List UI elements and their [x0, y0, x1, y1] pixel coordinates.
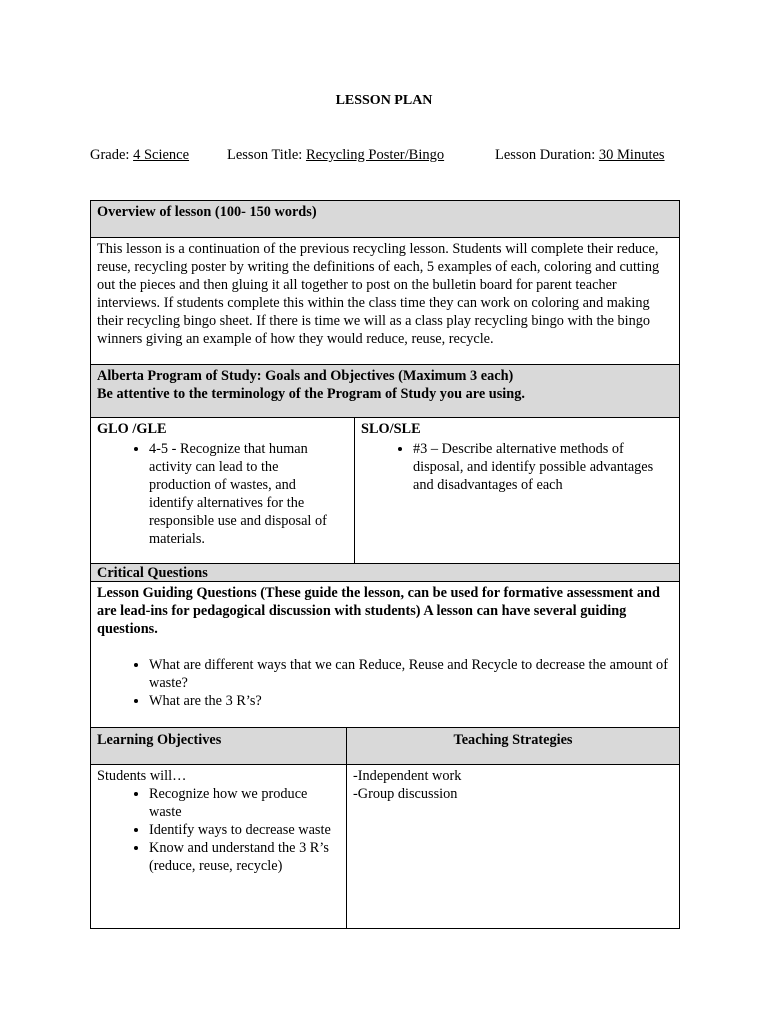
teaching-strategies-cell — [347, 765, 679, 928]
guiding-questions-cell — [91, 581, 679, 727]
learning-objectives-cell — [91, 765, 347, 928]
objectives-intro: Students will… — [97, 768, 187, 784]
learning-objectives-heading: Learning Objectives — [91, 728, 347, 764]
lesson-title-field — [227, 147, 444, 164]
grade-field — [90, 147, 189, 164]
lesson-title-value: Recycling Poster/Bingo — [305, 147, 445, 163]
list-item: • #3 – Describe alternative methods of disposal, and identify possible advantages and disadvantages of each — [413, 440, 673, 494]
lesson-plan-table — [90, 200, 680, 929]
list-item: • 4-5 - Recognize that human activity can lead to the production of wastes, and identify alternatives for the responsible use and disposal of materials. — [149, 440, 348, 548]
program-heading-line2: Be attentive to the terminology of the Program of Study you are using. — [97, 386, 525, 402]
program-heading-line1: Alberta Program of Study: Goals and Objectives (Maximum 3 each) — [97, 368, 514, 384]
list-item: • What are the 3 R’s? — [149, 692, 673, 710]
teaching-strategies-heading: Teaching Strategies — [347, 728, 679, 764]
learning-content-row — [91, 764, 679, 928]
grade-value: 4 Science — [133, 147, 190, 163]
list-item: • What are different ways that we can Reduce, Reuse and Recycle to decrease the amount of waste? — [149, 656, 673, 692]
overview-body: This lesson is a continuation of the previous recycling lesson. Students will complete their reduce, reuse, recycling poster by writing the definitions of each, 5 examples of each, coloring and cutting out the pieces and then gluing it all together to post on the bulletin board for parent teacher interviews. If students complete this within the class time they can work on coloring and making their recycling bingo sheet. If there is time we will as a class play recycling bingo with the bingo winners giving an example of how they would reduce, reuse, recycle. — [91, 237, 679, 364]
list-item: • Know and understand the 3 R’s (reduce, reuse, recycle) — [149, 839, 340, 875]
program-heading — [91, 364, 679, 417]
grade-label: Grade: — [90, 147, 134, 163]
objectives-list — [97, 785, 340, 875]
page-title: LESSON PLAN — [335, 93, 433, 108]
lesson-title-label: Lesson Title: — [227, 147, 306, 163]
duration-label: Lesson Duration: — [495, 147, 599, 163]
learning-heading-row — [91, 727, 679, 764]
guiding-questions-list — [97, 656, 673, 710]
overview-heading: Overview of lesson (100- 150 words) — [91, 201, 679, 237]
slo-list — [361, 440, 673, 494]
list-item: • Recognize how we produce waste — [149, 785, 340, 821]
slo-cell — [355, 418, 679, 563]
guiding-questions-heading: Lesson Guiding Questions (These guide the lesson, can be used for formative assessment and are lead-ins for pedagogical discussion with students) A lesson can have several guiding questions. — [97, 585, 660, 637]
duration-value: 30 Minutes — [598, 147, 665, 163]
critical-questions-heading: Critical Questions — [91, 563, 679, 581]
list-item: • Identify ways to decrease waste — [149, 821, 340, 839]
duration-field — [495, 147, 665, 164]
glo-slo-row — [91, 417, 679, 563]
glo-cell — [91, 418, 355, 563]
strategy-item: -Independent work — [353, 768, 462, 784]
slo-heading: SLO/SLE — [361, 421, 421, 437]
glo-heading: GLO /GLE — [97, 421, 167, 437]
strategy-item: -Group discussion — [353, 786, 458, 802]
glo-list — [97, 440, 348, 548]
